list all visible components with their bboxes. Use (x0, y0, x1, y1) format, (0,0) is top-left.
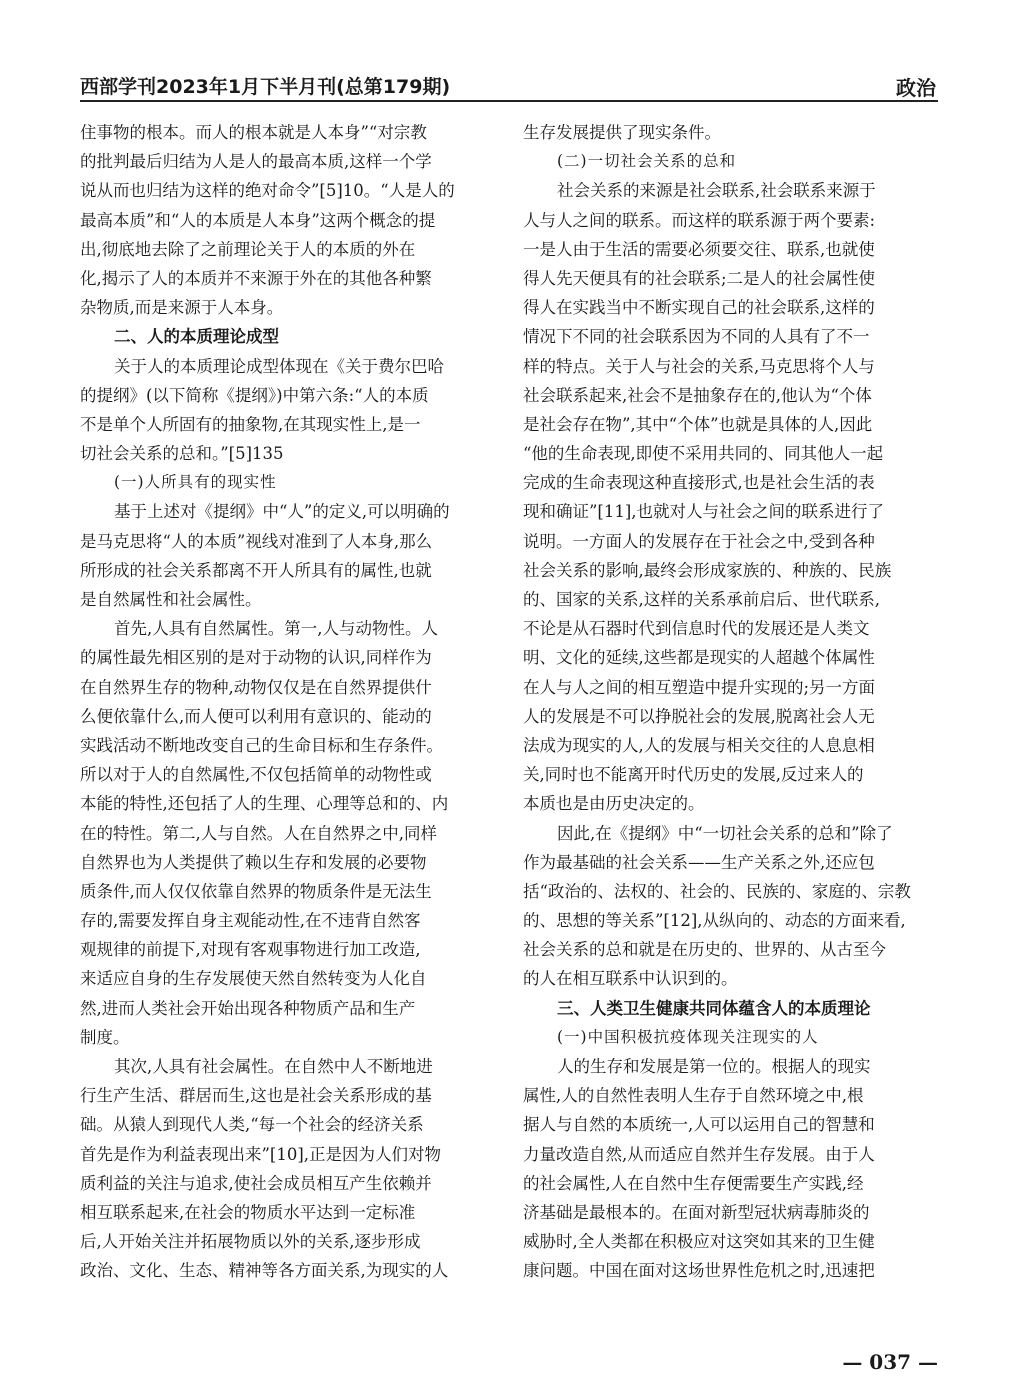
text-line: 康问题。中国在面对这场世界性危机之时,迅速把 (523, 1261, 875, 1281)
text-line: 最高本质”和“人的本质是人本身”这两个概念的提 (80, 210, 436, 230)
text-line: 法成为现实的人,人的发展与相关交往的人息息相 (523, 735, 875, 755)
text-line: 属性,人的自然性表明人生存于自然环境之中,根 (523, 1086, 864, 1106)
text-line: 行生产生活、群居而生,这也是社会关系形成的基 (80, 1086, 432, 1106)
text-line: 在自然界生存的物种,动物仅仅是在自然界提供什 (80, 677, 432, 697)
text-line: 人的发展是不可以挣脱社会的发展,脱离社会人无 (523, 706, 875, 726)
text-line: 生存发展提供了现实条件。 (523, 123, 721, 142)
text-line: 自然界也为人类提供了赖以生存和发展的必要物 (80, 852, 427, 872)
text-line: 人的生存和发展是第一位的。根据人的现实 (557, 1057, 871, 1076)
text-line: 质条件,而人仅仅依靠自然界的物质条件是无法生 (80, 881, 432, 901)
text-line: 然,进而人类社会开始出现各种物质产品和生产 (80, 998, 416, 1018)
subsection-heading: (二)一切社会关系的总和 (557, 152, 737, 171)
text-line: 出,彻底地去除了之前理论关于人的本质的外在 (80, 239, 416, 259)
text-line: 质利益的关注与追求,使社会成员相互产生依赖并 (80, 1173, 432, 1193)
text-line: 不论是从石器时代到信息时代的发展还是人类文 (523, 619, 870, 639)
text-line: 样的特点。关于人与社会的关系,马克思将个人与 (523, 356, 875, 376)
left-column (80, 118, 498, 1286)
text-line: 后,人开始关注并拓展物质以外的关系,逐步形成 (80, 1232, 421, 1252)
section-label: 政治 (896, 76, 936, 100)
text-line: 切社会关系的总和。”[5]135 (80, 444, 284, 464)
text-line: 的属性最先相区别的是对于动物的认识,同样作为 (80, 648, 432, 668)
text-line: 来适应自身的生存发展使天然自然转变为人化自 (80, 969, 427, 989)
text-line: 括“政治的、法权的、社会的、民族的、家庭的、宗教 (523, 881, 911, 901)
text-line: 的社会属性,人在自然中生存便需要生产实践,经 (523, 1173, 864, 1193)
running-header (80, 68, 938, 102)
subsection-heading: (一)人所具有的现实性 (114, 473, 277, 492)
journal-masthead: 西部学刊2023年1月下半月刊(总第179期) (80, 76, 451, 98)
text-line: 的人在相互联系中认识到的。 (523, 969, 738, 989)
text-line: 本能的特性,还包括了人的生理、心理等总和的、内 (80, 794, 449, 814)
page-number: — 037 — (842, 1350, 938, 1374)
text-line: 情况下不同的社会联系因为不同的人具有了不一 (523, 327, 870, 347)
text-line: 是马克思将“人的本质”视线对准到了人本身,那么 (80, 531, 433, 551)
text-line: 化,揭示了人的本质并不来源于外在的其他各种繁 (80, 268, 432, 288)
text-line: 人与人之间的联系。而这样的联系源于两个要素: (523, 210, 876, 230)
text-line: 所形成的社会关系都离不开人所具有的属性,也就 (80, 560, 432, 580)
section-heading: 二、人的本质理论成型 (114, 327, 279, 347)
text-line: 在的特性。第二,人与自然。人在自然界之中,同样 (80, 823, 437, 843)
text-line: 力量改造自然,从而适应自然并生存发展。由于人 (523, 1144, 875, 1164)
text-line: 得人先天便具有的社会联系;二是人的社会属性使 (523, 268, 876, 288)
text-line: 济基础是最根本的。在面对新型冠状病毒肺炎的 (523, 1202, 870, 1222)
text-line: 政治、文化、生态、精神等各方面关系,为现实的人 (80, 1261, 449, 1281)
text-line: 的批判最后归结为人是人的最高本质,这样一个学 (80, 152, 432, 172)
text-line: 社会联系起来,社会不是抽象存在的,他认为“个体 (523, 385, 872, 405)
text-line: 关于人的本质理论成型体现在《关于费尔巴哈 (114, 356, 444, 376)
text-line: 其次,人具有社会属性。在自然中人不断地进 (114, 1057, 433, 1076)
text-line: 的提纲》(以下简称《提纲》)中第六条:“人的本质 (80, 385, 429, 405)
text-line: 基于上述对《提纲》中“人”的定义,可以明确的 (114, 502, 450, 522)
text-line: 的、国家的关系,这样的关系承前启后、世代联系, (523, 590, 880, 609)
text-line: 因此,在《提纲》中“一切社会关系的总和”除了 (557, 823, 893, 843)
right-column (523, 118, 939, 1286)
text-line: 作为最基础的社会关系——生产关系之外,还应包 (523, 852, 875, 872)
text-line: 在人与人之间的相互塑造中提升实现的;另一方面 (523, 677, 876, 697)
text-line: 存的,需要发挥自身主观能动性,在不违背自然客 (80, 911, 421, 931)
text-line: 么便依靠什么,而人便可以利用有意识的、能动的 (80, 706, 432, 726)
text-line: 社会关系的总和就是在历史的、世界的、从古至今 (523, 940, 886, 960)
text-line: 据人与自然的本质统一,人可以运用自己的智慧和 (523, 1115, 875, 1135)
subsection-heading: (一)中国积极抗疫体现关注现实的人 (557, 1027, 819, 1046)
text-line: 明、文化的延续,这些都是现实的人超越个体属性 (523, 648, 875, 668)
text-line: 所以对于人的自然属性,不仅包括简单的动物性或 (80, 765, 432, 785)
text-line: 社会关系的来源是社会联系,社会联系来源于 (557, 181, 876, 201)
section-heading: 三、人类卫生健康共同体蕴含人的本质理论 (557, 998, 871, 1018)
text-line: 首先是作为利益表现出来”[10],正是因为人们对物 (80, 1144, 442, 1164)
text-line: 一是人由于生活的需要必须要交往、联系,也就使 (523, 239, 875, 259)
text-line: 不是单个人所固有的抽象物,在其现实性上,是一 (80, 414, 421, 434)
text-line: 的、思想的等关系”[12],从纵向的、动态的方面来看, (523, 911, 906, 931)
text-line: 首先,人具有自然属性。第一,人与动物性。人 (114, 619, 438, 639)
text-line: 本质也是由历史决定的。 (523, 794, 705, 814)
text-line: 实践活动不断地改变自己的生命目标和生存条件。 (80, 735, 443, 755)
text-line: 现和确证”[11],也就对人与社会之间的联系进行了 (523, 502, 885, 522)
text-line: 得人在实践当中不断实现自己的社会联系,这样的 (523, 298, 875, 318)
text-line: 关,同时也不能离开时代历史的发展,反过来人的 (523, 765, 864, 785)
text-line: “他的生命表现,即使不采用共同的、同其他人一起 (523, 444, 884, 464)
text-line: 住事物的根本。而人的根本就是人本身”“对宗教 (80, 123, 427, 142)
text-line: 制度。 (80, 1027, 130, 1047)
text-line: 是自然属性和社会属性。 (80, 590, 262, 609)
text-line: 观规律的前提下,对现有客观事物进行加工改造, (80, 940, 421, 960)
text-line: 相互联系起来,在社会的物质水平达到一定标准 (80, 1202, 416, 1222)
text-line: 完成的生命表现这种直接形式,也是社会生活的表 (523, 473, 875, 493)
text-line: 杂物质,而是来源于人本身。 (80, 298, 284, 318)
text-line: 说明。一方面人的发展存在于社会之中,受到各种 (523, 531, 875, 551)
text-line: 威胁时,全人类都在积极应对这突如其来的卫生健 (523, 1232, 875, 1252)
text-line: 是社会存在物”,其中“个体”也就是具体的人,因此 (523, 414, 873, 434)
text-line: 础。从猿人到现代人类,“每一个社会的经济关系 (80, 1115, 424, 1135)
text-line: 社会关系的影响,最终会形成家族的、种族的、民族 (523, 560, 892, 580)
text-line: 说从而也归结为这样的绝对命令”[5]10。“人是人的 (80, 181, 455, 201)
